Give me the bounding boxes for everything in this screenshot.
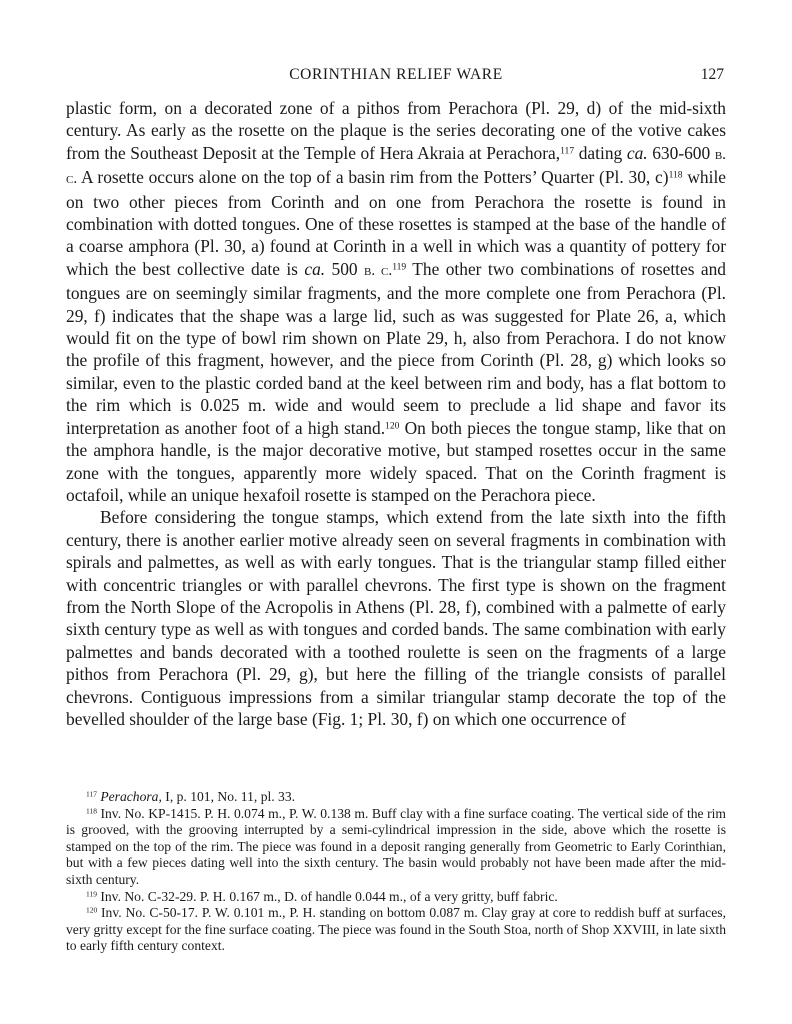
- footnote-118: [66, 806, 726, 889]
- text-run: 630-600: [647, 142, 715, 163]
- text-run: The other two combinations of rosettes and tongues are on seemingly similar fragments, and the more complete one from Perachora (Pl. 29, f) indicates that the shape was a large lid, such as was suggested for Plate 26, a, which would fit on the type of bowl rim shown on Plate 29, h, also from Perachora. I do not know the profile of this fragment, however, and the piece from Corinth (Pl. 28, g) which looks so similar, even to the plastic corded band at the keel between rim and body, has a flat bottom to the rim which is 0.025 m. wide and would seem to preclude a lid shape and favor its interpretation as another foot of a high stand.: [66, 258, 726, 438]
- era-abbrev: b. c.: [66, 145, 726, 188]
- footnote-ref-118[interactable]: 118: [668, 169, 683, 181]
- running-head: [66, 66, 726, 86]
- footnote-ref-120[interactable]: 120: [385, 419, 400, 431]
- footnote-number: 120: [86, 905, 98, 915]
- footnote-number: 118: [86, 806, 97, 816]
- footnote-text: I, p. 101, No. 11, pl. 33.: [161, 789, 296, 804]
- footnote-number: 117: [86, 789, 97, 799]
- footnotes: [66, 789, 726, 955]
- footnote-title: Perachora,: [100, 789, 162, 804]
- footnote-119: [66, 889, 726, 906]
- circa-abbrev: ca.: [304, 258, 326, 279]
- body-paragraph-2: Before considering the tongue stamps, which extend from the late sixth into the fifth century, there is another earlier motive already seen on several fragments in combination with spirals and palmettes, as well as with early tongues. That is the triangular stamp filled either with concentric triangles or with parallel chevrons. The first type is shown on the fragment from the North Slope of the Acropolis in Athens (Pl. 28, f), combined with a palmette of early sixth century type as well as with tongues and corded bands. The same combination with early palmettes and bands decorated with a toothed roulette is seen on the fragments of a large pithos from Perachora (Pl. 29, g), but here the filling of the triangle consists of parallel chevrons. Contiguous impressions from a similar triangular stamp decorate the top of the bevelled shoulder of the large base (Fig. 1; Pl. 30, f) on which one occurrence of: [66, 507, 726, 729]
- text-run: plastic form, on a decorated zone of a pithos from Perachora (Pl. 29, d) of the mid-sixth century. As early as the rosette on the plaque is the series decorating one of the votive cakes from the Southeast Deposit at the Temple of Hera Akraia at Perachora,: [66, 98, 726, 163]
- footnote-ref-117[interactable]: 117: [560, 145, 575, 157]
- text-run: 500: [325, 258, 364, 279]
- footnote-text: Inv. No. C-32-29. P. H. 0.167 m., D. of handle 0.044 m., of a very gritty, buff fabric.: [96, 888, 558, 904]
- footnote-120: [66, 905, 726, 955]
- footnote-text: Inv. No. C-50-17. P. W. 0.101 m., P. H. standing on bottom 0.087 m. Clay gray at core to reddish buff at surfaces, very gritty except for the fine surface coating. The piece was found in the South Stoa, north of Shop XXVIII, in late sixth to early fifth century context.: [66, 905, 727, 954]
- text-run: dating: [574, 142, 627, 163]
- circa-abbrev: ca.: [626, 142, 648, 163]
- text-run: On both pieces the tongue stamp, like that on the amphora handle, is the major decorative motive, but stamped rosettes occur in the same zone with the tongues, apparently more widely spaced. That on the Corinth fragment is octafoil, while an unique hexafoil rosette is stamped on the Perachora piece.: [66, 417, 726, 505]
- footnote-ref-119[interactable]: 119: [392, 261, 407, 273]
- footnote-text: Inv. No. KP-1415. P. H. 0.074 m., P. W. 0.138 m. Buff clay with a fine surface coating. The vertical side of the rim is grooved, with the grooving interrupted by a semi-cylindrical impression in the side, above which the rosette is stamped on the top of the rim. The piece was found in a deposit ranging generally from Geometric to Early Corinthian, but with a few pieces dating well into the sixth century. The basin would probably not have been made after the mid-sixth century.: [66, 805, 726, 887]
- page-number: 127: [700, 66, 724, 83]
- era-abbrev: b. c.: [364, 261, 393, 279]
- footnote-number: 119: [86, 889, 97, 899]
- body-paragraph-1: [66, 97, 726, 506]
- text-run: while on two other pieces from Corinth and on one from Perachora the rosette is found in combination with dotted tongues. One of these rosettes is stamped at the base of the handle of a coarse amphora (Pl. 30, a) found at Corinth in a well in which was a quantity of pottery for which the best collective date is: [66, 167, 727, 279]
- running-title: CORINTHIAN RELIEF WARE: [289, 66, 503, 83]
- body-text: [66, 97, 726, 730]
- text-run: A rosette occurs alone on the top of a basin rim from the Potters’ Quarter (Pl. 30, c): [77, 167, 669, 188]
- footnote-117: [66, 789, 726, 806]
